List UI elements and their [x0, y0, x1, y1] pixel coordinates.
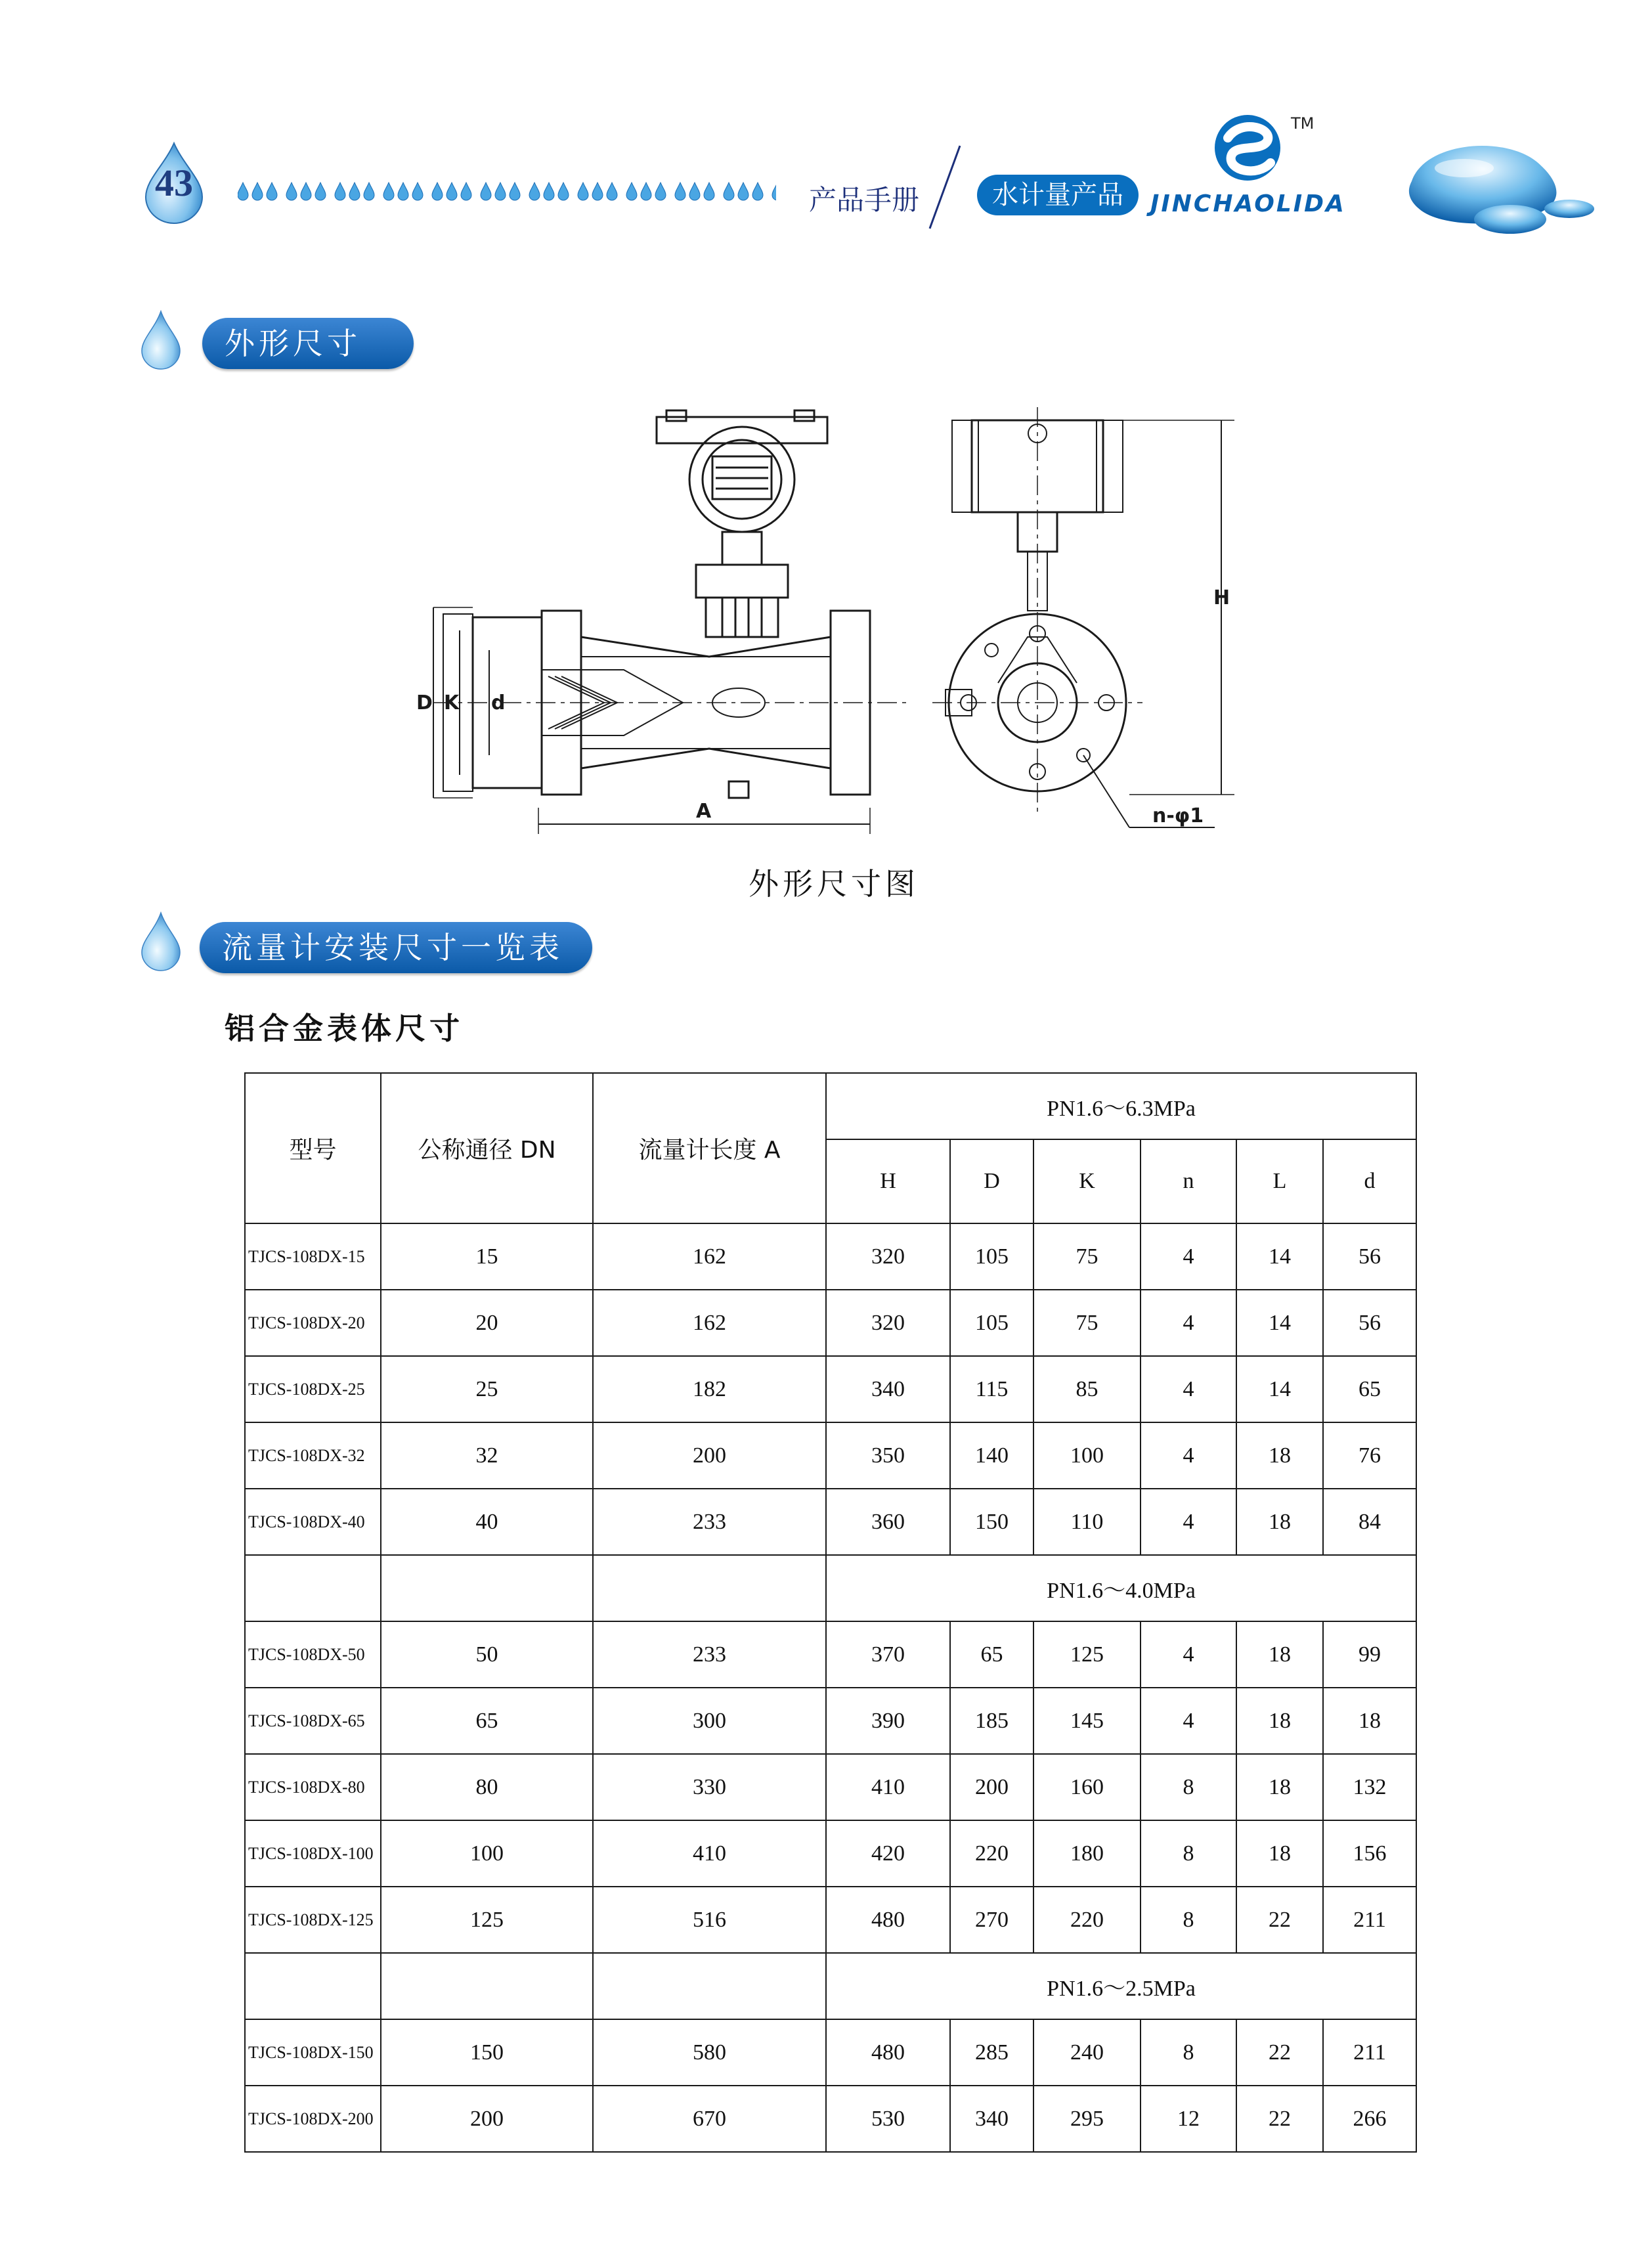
small-drop-icon	[626, 183, 637, 200]
cell-h: 320	[826, 1290, 950, 1356]
cell-d-inner: 65	[1323, 1356, 1416, 1422]
cell-model: TJCS-108DX-125	[245, 1887, 381, 1953]
small-drop-icon	[529, 183, 540, 200]
header-K: K	[1033, 1139, 1141, 1223]
small-drop-icon	[238, 183, 248, 200]
drawing-label-D: D	[416, 691, 433, 714]
table-row	[245, 1356, 1416, 1422]
cell-k: 180	[1033, 1820, 1141, 1887]
install-dimension-table	[244, 1072, 1417, 2153]
small-drop-icon	[383, 183, 394, 200]
empty-cell	[381, 1555, 593, 1621]
table-row	[245, 1489, 1416, 1555]
pressure-group-2: PN1.6～4.0MPa	[826, 1555, 1416, 1621]
cell-k: 145	[1033, 1688, 1141, 1754]
cell-k: 125	[1033, 1621, 1141, 1688]
small-drop-icon	[481, 183, 491, 200]
cell-l: 22	[1236, 1887, 1323, 1953]
small-drop-icon	[655, 183, 666, 200]
table-group-3	[245, 2019, 1416, 2152]
cell-n: 8	[1141, 1820, 1236, 1887]
water-splash-icon	[1405, 129, 1622, 247]
drawing-label-bolt: n-φ1	[1152, 804, 1204, 827]
small-drop-icon	[578, 183, 588, 200]
cell-n: 4	[1141, 1356, 1236, 1422]
header-H: H	[826, 1139, 950, 1223]
table-row	[245, 1887, 1416, 1953]
cell-k: 240	[1033, 2019, 1141, 2086]
cell-n: 4	[1141, 1290, 1236, 1356]
cell-n: 4	[1141, 1621, 1236, 1688]
table-row	[245, 1223, 1416, 1290]
empty-cell	[381, 1953, 593, 2019]
cell-l: 22	[1236, 2086, 1323, 2152]
cell-k: 220	[1033, 1887, 1141, 1953]
brand-logo	[1202, 112, 1293, 186]
small-drop-icon	[252, 183, 263, 200]
empty-cell	[245, 1953, 381, 2019]
cell-k: 295	[1033, 2086, 1141, 2152]
small-drop-icon	[301, 183, 311, 200]
cell-model: TJCS-108DX-100	[245, 1820, 381, 1887]
empty-cell	[593, 1555, 826, 1621]
section-drop	[138, 911, 184, 977]
cell-dn: 150	[381, 2019, 593, 2086]
cell-dn: 125	[381, 1887, 593, 1953]
small-drop-icon	[495, 183, 506, 200]
pressure-group-row	[245, 1953, 1416, 2019]
manual-label: 产品手册	[809, 184, 920, 216]
cell-model: TJCS-108DX-25	[245, 1356, 381, 1422]
table-row	[245, 1422, 1416, 1489]
small-drop-icon	[461, 183, 471, 200]
category-label: 水计量产品	[977, 175, 1139, 215]
cell-dn: 25	[381, 1356, 593, 1422]
header-slash-divider	[926, 144, 965, 232]
cell-dn: 40	[381, 1489, 593, 1555]
small-drop-icon	[675, 183, 685, 200]
small-drop-icon	[315, 183, 326, 200]
cell-n: 12	[1141, 2086, 1236, 2152]
cell-d-outer: 340	[950, 2086, 1033, 2152]
cell-l: 18	[1236, 1688, 1323, 1754]
cell-model: TJCS-108DX-200	[245, 2086, 381, 2152]
table-row	[245, 1820, 1416, 1887]
cell-d-outer: 270	[950, 1887, 1033, 1953]
cell-d-outer: 115	[950, 1356, 1033, 1422]
empty-cell	[245, 1555, 381, 1621]
cell-d-inner: 84	[1323, 1489, 1416, 1555]
table-group-2	[245, 1621, 1416, 1953]
cell-k: 110	[1033, 1489, 1141, 1555]
cell-d-outer: 200	[950, 1754, 1033, 1820]
table-header-row	[245, 1073, 1416, 1139]
cell-model: TJCS-108DX-50	[245, 1621, 381, 1688]
small-drop-icon	[446, 183, 457, 200]
small-drop-icon	[558, 183, 569, 200]
cell-h: 480	[826, 1887, 950, 1953]
cell-l: 18	[1236, 1422, 1323, 1489]
cell-d-inner: 211	[1323, 1887, 1416, 1953]
cell-n: 8	[1141, 1887, 1236, 1953]
small-drop-icon	[544, 183, 554, 200]
cell-h: 530	[826, 2086, 950, 2152]
table-row	[245, 1754, 1416, 1820]
cell-d-inner: 266	[1323, 2086, 1416, 2152]
small-drop-icon	[349, 183, 360, 200]
cell-d-outer: 105	[950, 1223, 1033, 1290]
decorative-drop-row	[238, 180, 776, 205]
cell-d-inner: 18	[1323, 1688, 1416, 1754]
cell-h: 410	[826, 1754, 950, 1820]
cell-dn: 65	[381, 1688, 593, 1754]
header-model: 型号	[245, 1073, 381, 1223]
drawing-label-H: H	[1213, 586, 1230, 609]
table-row	[245, 1688, 1416, 1754]
cell-k: 100	[1033, 1422, 1141, 1489]
cell-k: 75	[1033, 1290, 1141, 1356]
cell-d-inner: 211	[1323, 2019, 1416, 2086]
cell-dn: 50	[381, 1621, 593, 1688]
cell-dn: 20	[381, 1290, 593, 1356]
cell-model: TJCS-108DX-80	[245, 1754, 381, 1820]
cell-d-outer: 185	[950, 1688, 1033, 1754]
small-drop-icon	[607, 183, 617, 200]
small-drop-icon	[704, 183, 714, 200]
cell-model: TJCS-108DX-15	[245, 1223, 381, 1290]
drawing-label-A: A	[696, 800, 712, 823]
cell-n: 8	[1141, 1754, 1236, 1820]
table-row	[245, 1290, 1416, 1356]
brand-swirl-icon	[1202, 112, 1293, 184]
cell-d-inner: 56	[1323, 1223, 1416, 1290]
cell-a: 580	[593, 2019, 826, 2086]
cell-d-outer: 140	[950, 1422, 1033, 1489]
small-drop-icon	[592, 183, 603, 200]
small-drop-icon	[364, 183, 374, 200]
drop-row-icon	[238, 180, 776, 202]
cell-n: 4	[1141, 1688, 1236, 1754]
cell-n: 8	[1141, 2019, 1236, 2086]
cell-dn: 32	[381, 1422, 593, 1489]
small-drop-icon	[286, 183, 297, 200]
small-drop-icon	[267, 183, 277, 200]
small-drop-icon	[724, 183, 734, 200]
cell-dn: 200	[381, 2086, 593, 2152]
cell-d-inner: 132	[1323, 1754, 1416, 1820]
cell-dn: 15	[381, 1223, 593, 1290]
cell-n: 4	[1141, 1223, 1236, 1290]
cell-l: 18	[1236, 1754, 1323, 1820]
table-row	[245, 1621, 1416, 1688]
page-number: 43	[155, 162, 193, 204]
cell-k: 75	[1033, 1223, 1141, 1290]
cell-n: 4	[1141, 1489, 1236, 1555]
small-drop-icon	[412, 183, 423, 200]
trademark-mark: TM	[1291, 114, 1315, 133]
cell-d-inner: 156	[1323, 1820, 1416, 1887]
flowmeter-drawing	[407, 407, 1261, 854]
cell-model: TJCS-108DX-40	[245, 1489, 381, 1555]
header-n: n	[1141, 1139, 1236, 1223]
small-drop-icon	[432, 183, 443, 200]
header-length: 流量计长度 A	[593, 1073, 826, 1223]
cell-dn: 100	[381, 1820, 593, 1887]
cell-a: 410	[593, 1820, 826, 1887]
cell-l: 14	[1236, 1356, 1323, 1422]
table-row	[245, 2019, 1416, 2086]
table-row	[245, 2086, 1416, 2152]
cell-l: 18	[1236, 1489, 1323, 1555]
cell-model: TJCS-108DX-20	[245, 1290, 381, 1356]
cell-d-inner: 76	[1323, 1422, 1416, 1489]
water-drop-icon	[138, 310, 184, 373]
cell-k: 160	[1033, 1754, 1141, 1820]
cell-d-outer: 285	[950, 2019, 1033, 2086]
small-drop-icon	[772, 183, 776, 200]
header-pressure-group-1: PN1.6～6.3MPa	[826, 1073, 1416, 1139]
section-drop	[138, 310, 184, 376]
empty-cell	[593, 1953, 826, 2019]
cell-h: 420	[826, 1820, 950, 1887]
small-drop-icon	[641, 183, 651, 200]
small-drop-icon	[398, 183, 408, 200]
cell-h: 360	[826, 1489, 950, 1555]
cell-h: 480	[826, 2019, 950, 2086]
cell-l: 18	[1236, 1820, 1323, 1887]
cell-n: 4	[1141, 1422, 1236, 1489]
cell-h: 320	[826, 1223, 950, 1290]
cell-d-outer: 150	[950, 1489, 1033, 1555]
cell-model: TJCS-108DX-150	[245, 2019, 381, 2086]
cell-a: 300	[593, 1688, 826, 1754]
header-L: L	[1236, 1139, 1323, 1223]
header-d: d	[1323, 1139, 1416, 1223]
cell-l: 18	[1236, 1621, 1323, 1688]
cell-d-inner: 99	[1323, 1621, 1416, 1688]
water-drop-icon	[138, 911, 184, 975]
small-drop-icon	[752, 183, 763, 200]
cell-l: 22	[1236, 2019, 1323, 2086]
cell-d-inner: 56	[1323, 1290, 1416, 1356]
small-drop-icon	[335, 183, 345, 200]
cell-dn: 80	[381, 1754, 593, 1820]
cell-h: 350	[826, 1422, 950, 1489]
table-subtitle: 铝合金表体尺寸	[225, 1011, 464, 1046]
small-drop-icon	[738, 183, 749, 200]
cell-d-outer: 105	[950, 1290, 1033, 1356]
drawing-label-d: d	[491, 691, 506, 714]
cell-model: TJCS-108DX-65	[245, 1688, 381, 1754]
cell-d-outer: 220	[950, 1820, 1033, 1887]
cell-d-outer: 65	[950, 1621, 1033, 1688]
cell-h: 390	[826, 1688, 950, 1754]
cell-k: 85	[1033, 1356, 1141, 1422]
cell-a: 233	[593, 1489, 826, 1555]
cell-l: 14	[1236, 1223, 1323, 1290]
outline-dimension-drawing	[407, 407, 1261, 856]
table-group-1	[245, 1223, 1416, 1555]
cell-model: TJCS-108DX-32	[245, 1422, 381, 1489]
cell-l: 14	[1236, 1290, 1323, 1356]
header-water-splash	[1405, 129, 1622, 250]
section-title-dimensions: 外形尺寸	[202, 318, 414, 369]
cell-a: 670	[593, 2086, 826, 2152]
cell-a: 182	[593, 1356, 826, 1422]
cell-a: 516	[593, 1887, 826, 1953]
drawing-label-K: K	[444, 691, 460, 714]
cell-a: 200	[593, 1422, 826, 1489]
section-title-install-table: 流量计安装尺寸一览表	[200, 922, 592, 973]
pressure-group-row	[245, 1555, 1416, 1621]
brand-name: JINCHAOLIDA	[1150, 190, 1346, 217]
small-drop-icon	[510, 183, 520, 200]
cell-h: 370	[826, 1621, 950, 1688]
header-D: D	[950, 1139, 1033, 1223]
cell-a: 330	[593, 1754, 826, 1820]
figure-caption: 外形尺寸图	[749, 866, 919, 902]
pressure-group-3: PN1.6～2.5MPa	[826, 1953, 1416, 2019]
header-dn: 公称通径 DN	[381, 1073, 593, 1223]
small-drop-icon	[689, 183, 700, 200]
cell-a: 233	[593, 1621, 826, 1688]
cell-a: 162	[593, 1223, 826, 1290]
cell-a: 162	[593, 1290, 826, 1356]
cell-h: 340	[826, 1356, 950, 1422]
